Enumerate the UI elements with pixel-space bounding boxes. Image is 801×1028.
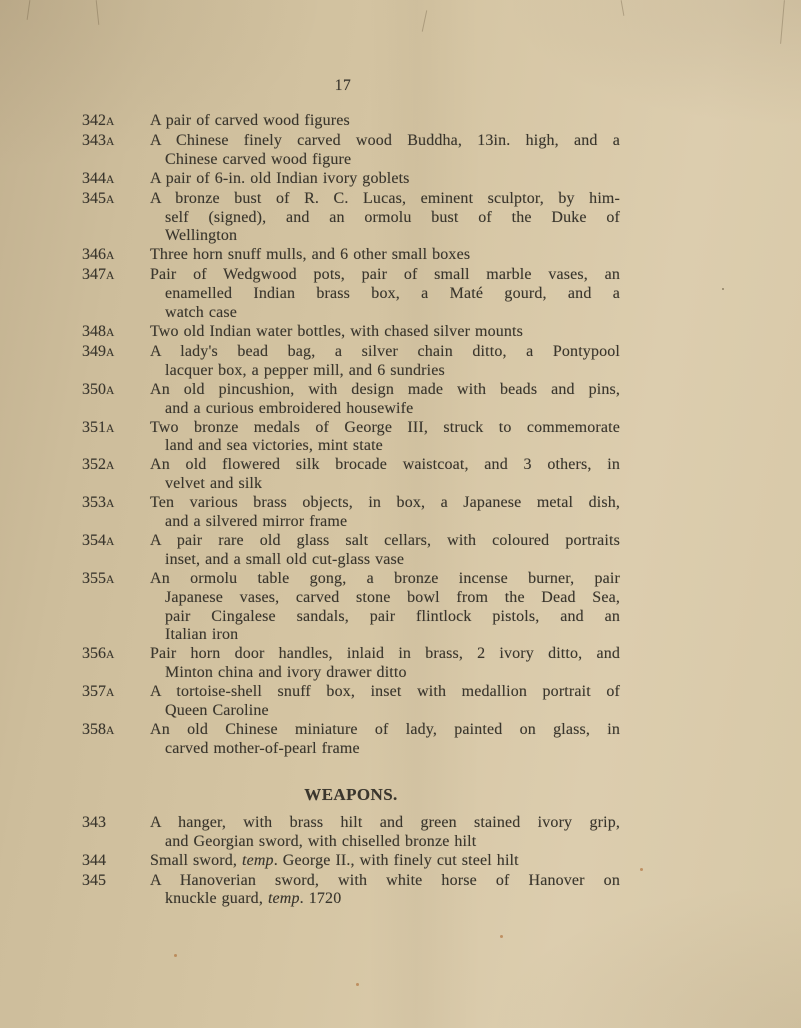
lot-number-value: 345 (82, 871, 106, 889)
lot-number-value: 354 (82, 531, 106, 549)
lot-number-suffix: A (106, 116, 115, 128)
lot-number (82, 170, 150, 190)
lot-line: velvet and silk (165, 475, 263, 493)
lot-number-value: 345 (82, 189, 106, 207)
lot-number (82, 872, 150, 892)
lot-row (82, 323, 620, 343)
lot-number-value: 347 (82, 266, 106, 284)
lot-number (82, 246, 150, 266)
paper-speckle (640, 868, 643, 871)
lot-row (82, 112, 620, 132)
lot-line: Queen Caroline (165, 702, 269, 720)
lot-line: A bronze bust of R. C. Lucas, eminent sculptor, by him- (150, 189, 620, 207)
lot-number-suffix: A (106, 346, 115, 359)
lot-line: A lady's bead bag, a silver chain ditto, a Pontypool (150, 342, 620, 360)
lot-description (150, 419, 620, 457)
lot-number-suffix: A (106, 498, 115, 511)
lot-number-value: 353 (82, 494, 106, 512)
lot-description (150, 721, 620, 759)
paper-speckle (500, 935, 503, 938)
lot-row (82, 456, 620, 494)
lot-number-value: 343 (82, 131, 106, 149)
lot-line: A tortoise-shell snuff box, inset with medallion portrait of (150, 683, 620, 701)
lot-description (150, 872, 620, 910)
lot-row (82, 532, 620, 570)
lot-line: Two old Indian water bottles, with chased silver mounts (150, 322, 524, 340)
lot-line: Two bronze medals of George III, struck to commemorate (150, 418, 620, 436)
lot-column (82, 112, 620, 909)
lot-number-value: 349 (82, 342, 106, 360)
lot-line: A Chinese finely carved wood Buddha, 13in. high, and a (150, 131, 620, 149)
lot-line: A pair of 6-in. old Indian ivory goblets (150, 169, 410, 187)
lot-line: pair Cingalese sandals, pair flintlock pistols, and an (165, 607, 620, 625)
lot-line: Wellington (165, 227, 238, 245)
lot-row (82, 190, 620, 247)
lot-description (150, 132, 620, 170)
lot-line: Chinese carved wood figure (165, 150, 352, 168)
lot-number-suffix: A (106, 135, 115, 148)
lot-number (82, 852, 150, 872)
lot-number-suffix: A (106, 193, 115, 206)
lot-number-suffix: A (106, 422, 115, 435)
lot-number (82, 381, 150, 401)
lot-line: and a curious embroidered housewife (165, 399, 414, 417)
lot-row (82, 814, 620, 852)
lot-row (82, 170, 620, 190)
lot-number-value: 351 (82, 418, 106, 436)
lot-description (150, 570, 620, 646)
lot-number-value: 342 (82, 112, 106, 129)
lot-row (82, 494, 620, 532)
lot-number (82, 419, 150, 439)
lot-number (82, 456, 150, 476)
lot-line: watch case (165, 304, 238, 322)
lot-description (150, 494, 620, 532)
lot-number-suffix: A (106, 173, 115, 186)
lot-number-suffix: A (106, 460, 115, 473)
lot-line: Pair of Wedgwood pots, pair of small marble vases, an (150, 266, 620, 284)
lot-number-value: 356 (82, 645, 106, 663)
lot-number (82, 112, 150, 132)
lot-description (150, 343, 620, 381)
lot-number-suffix: A (106, 250, 115, 263)
lot-line: An ormolu table gong, a bronze incense burner, pair (150, 569, 620, 587)
lot-number-value: 346 (82, 246, 106, 264)
paper-scratch (422, 10, 428, 32)
lot-number-value: 344 (82, 169, 106, 187)
section-heading-weapons: WEAPONS. (304, 784, 398, 804)
lot-row (82, 419, 620, 457)
lot-number-value: 343 (82, 813, 106, 831)
lot-line: carved mother-of-pearl frame (165, 739, 360, 757)
lot-description (150, 645, 620, 683)
lot-description (150, 170, 620, 189)
paper-scratch (27, 0, 31, 20)
lot-description (150, 112, 620, 131)
lot-number-suffix: A (106, 649, 115, 662)
lot-line: A hanger, with brass hilt and green stained ivory grip, (150, 813, 620, 831)
lot-line: enamelled Indian brass box, a Maté gourd, and a (165, 285, 620, 303)
lot-row (82, 343, 620, 381)
lot-description (150, 323, 620, 342)
lot-line: Pair horn door handles, inlaid in brass, 2 ivory ditto, and (150, 645, 620, 663)
lot-description (150, 683, 620, 721)
lot-number (82, 132, 150, 152)
lot-row (82, 872, 620, 910)
lot-line: An old flowered silk brocade waistcoat, and 3 others, in (150, 456, 620, 474)
lot-line: An old pincushion, with design made with beads and pins, (150, 380, 620, 398)
lot-number (82, 343, 150, 363)
lot-row (82, 381, 620, 419)
lot-number (82, 721, 150, 741)
lot-description (150, 814, 620, 852)
lot-line: land and sea victories, mint state (165, 437, 383, 455)
lot-number-suffix: A (106, 535, 115, 548)
lot-number (82, 570, 150, 590)
lot-row (82, 266, 620, 323)
lot-description (150, 246, 620, 265)
lot-line: self (signed), and an ormolu bust of the Duke of (165, 208, 620, 226)
lot-line: Minton china and ivory drawer ditto (165, 664, 407, 682)
paper-scratch (621, 0, 625, 16)
lot-number (82, 323, 150, 343)
lot-line: A Hanoverian sword, with white horse of Hanover on (150, 871, 620, 889)
lot-line: An old Chinese miniature of lady, painted on glass, in (150, 721, 620, 738)
lot-line: A pair rare old glass salt cellars, with coloured portraits (150, 531, 620, 549)
lot-number-value: 357 (82, 683, 106, 701)
lot-row (82, 852, 620, 872)
lot-row (82, 246, 620, 266)
lot-description (150, 456, 620, 494)
lot-line: Japanese vases, carved stone bowl from the Dead Sea, (165, 588, 620, 606)
lot-number-suffix: A (106, 270, 115, 283)
lot-number (82, 532, 150, 552)
paper-speckle (356, 983, 359, 986)
paper-scratch (780, 0, 785, 44)
lot-number-suffix: A (106, 326, 115, 339)
lot-list-antiques (82, 112, 620, 759)
lot-number-value: 350 (82, 380, 106, 398)
lot-row (82, 132, 620, 170)
lot-description (150, 532, 620, 570)
lot-number (82, 266, 150, 286)
lot-number-value: 358 (82, 721, 106, 738)
lot-line: Three horn snuff mulls, and 6 other small boxes (150, 246, 471, 264)
page-number: 17 (334, 77, 352, 94)
lot-description (150, 381, 620, 419)
lot-line: and Georgian sword, with chiselled bronze hilt (165, 832, 477, 850)
lot-description (150, 190, 620, 247)
lot-number (82, 814, 150, 834)
lot-line: Small sword, temp. George II., with finely cut steel hilt (150, 851, 519, 869)
lot-number-value: 344 (82, 851, 106, 869)
lot-number-suffix: A (106, 687, 115, 700)
lot-line: lacquer box, a pepper mill, and 6 sundries (165, 361, 445, 379)
lot-row (82, 570, 620, 646)
paper-speckle (174, 954, 177, 957)
lot-number-value: 348 (82, 322, 106, 340)
lot-line: Italian iron (165, 626, 239, 644)
lot-line: and a silvered mirror frame (165, 513, 348, 531)
lot-line: Ten various brass objects, in box, a Japanese metal dish, (150, 494, 620, 512)
paper-scratch (96, 0, 100, 25)
lot-list-weapons (82, 814, 620, 910)
lot-number-suffix: A (106, 725, 115, 737)
lot-number (82, 494, 150, 514)
lot-number-suffix: A (106, 384, 115, 397)
lot-number (82, 190, 150, 210)
lot-row (82, 645, 620, 683)
lot-number-value: 352 (82, 456, 106, 474)
lot-line: knuckle guard, temp. 1720 (165, 890, 342, 908)
lot-row (82, 721, 620, 759)
lot-line: inset, and a small old cut-glass vase (165, 550, 405, 568)
lot-line: A pair of carved wood figures (150, 112, 350, 129)
lot-description (150, 852, 620, 871)
lot-number-suffix: A (106, 573, 115, 586)
lot-number (82, 683, 150, 703)
paper-speckle (722, 288, 724, 290)
lot-number (82, 645, 150, 665)
lot-row (82, 683, 620, 721)
lot-description (150, 266, 620, 323)
lot-number-value: 355 (82, 569, 106, 587)
